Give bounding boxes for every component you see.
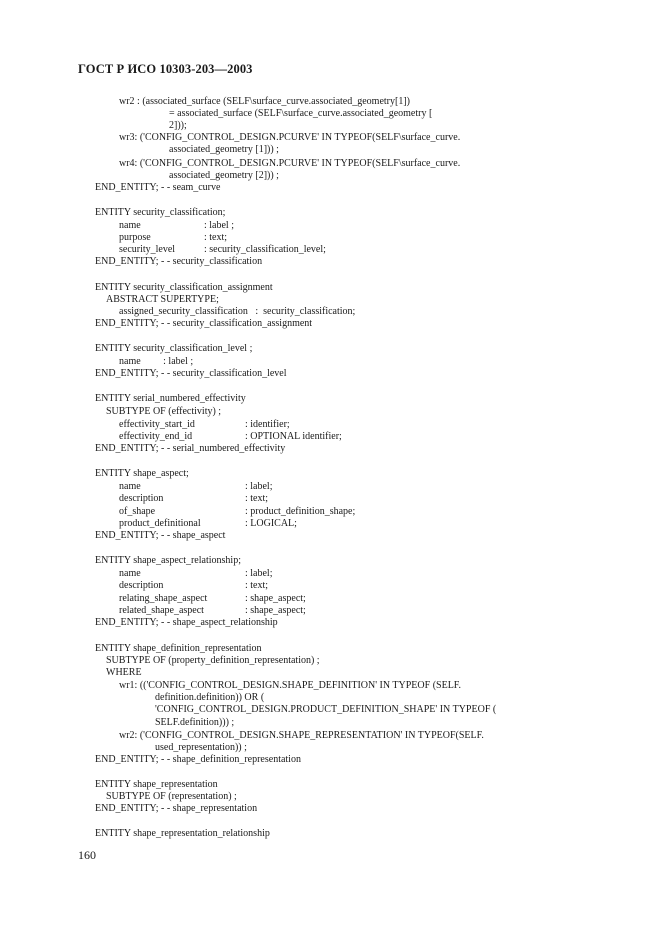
text-line: 2])); <box>169 120 187 131</box>
text-line: name <box>119 568 141 579</box>
text-line: = associated_surface (SELF\surface_curve.associated_geometry [ <box>169 108 433 119</box>
text-line: END_ENTITY; - - shape_representation <box>95 803 258 814</box>
text-line: END_ENTITY; - - shape_aspect_relationship <box>95 617 278 628</box>
text-line: used_representation)) ; <box>155 742 247 753</box>
text-line: WHERE <box>106 667 142 678</box>
text-line: ENTITY shape_aspect; <box>95 468 189 479</box>
text-line: : LOGICAL; <box>245 518 297 529</box>
text-line: relating_shape_aspect <box>119 593 208 604</box>
text-line: ENTITY shape_representation_relationship <box>95 828 270 839</box>
text-line: : product_definition_shape; <box>245 506 356 517</box>
text-line: ABSTRACT SUPERTYPE; <box>106 294 219 305</box>
text-line: : text; <box>245 580 269 591</box>
text-line: : security_classification_level; <box>204 244 326 255</box>
text-line: ENTITY shape_aspect_relationship; <box>95 555 241 566</box>
text-line: SUBTYPE OF (effectivity) ; <box>106 406 222 417</box>
text-line: name <box>119 220 141 231</box>
text-line: description <box>119 493 164 504</box>
text-line: of_shape <box>119 506 156 517</box>
text-line: : shape_aspect; <box>245 605 306 616</box>
text-line: name : label ; <box>119 356 194 367</box>
text-line: ENTITY shape_representation <box>95 779 218 790</box>
text-line: definition.definition)) OR ( <box>155 692 265 703</box>
text-line: wr1: (('CONFIG_CONTROL_DESIGN.SHAPE_DEFINITION' IN TYPEOF (SELF. <box>119 680 462 691</box>
text-line: wr4: ('CONFIG_CONTROL_DESIGN.PCURVE' IN TYPEOF(SELF\surface_curve. <box>119 158 461 169</box>
text-line: purpose <box>119 232 151 243</box>
text-line: name <box>119 481 141 492</box>
text-line: product_definitional <box>119 518 201 529</box>
page-header: ГОСТ Р ИСО 10303-203—2003 <box>78 62 253 76</box>
text-line: associated_geometry [2])) ; <box>169 170 279 181</box>
text-line: SELF.definition))) ; <box>155 717 235 728</box>
text-line: SUBTYPE OF (representation) ; <box>106 791 237 802</box>
text-line: : text; <box>245 493 269 504</box>
text-line: END_ENTITY; - - seam_curve <box>95 182 221 193</box>
text-line: END_ENTITY; - - serial_numbered_effectivity <box>95 443 286 454</box>
text-line: ENTITY security_classification_assignment <box>95 282 273 293</box>
page-number: 160 <box>78 848 96 862</box>
text-line: : OPTIONAL identifier; <box>245 431 342 442</box>
text-line: ENTITY security_classification; <box>95 207 226 218</box>
text-line: ENTITY serial_numbered_effectivity <box>95 393 246 404</box>
text-line: wr3: ('CONFIG_CONTROL_DESIGN.PCURVE' IN TYPEOF(SELF\surface_curve. <box>119 132 461 143</box>
text-line: END_ENTITY; - - security_classification_assignment <box>95 318 313 329</box>
text-line: ENTITY shape_definition_representation <box>95 643 262 654</box>
text-line: : label; <box>245 481 273 492</box>
text-line: END_ENTITY; - - security_classification <box>95 256 263 267</box>
text-line: : identifier; <box>245 419 290 430</box>
text-line: description <box>119 580 164 591</box>
text-line: effectivity_end_id <box>119 431 193 442</box>
text-line: wr2: ('CONFIG_CONTROL_DESIGN.SHAPE_REPRESENTATION' IN TYPEOF(SELF. <box>119 730 484 741</box>
text-line: : label; <box>245 568 273 579</box>
text-line: security_level <box>119 244 176 255</box>
text-line: END_ENTITY; - - shape_aspect <box>95 530 226 541</box>
text-line: associated_geometry [1])) ; <box>169 144 279 155</box>
text-line: 'CONFIG_CONTROL_DESIGN.PRODUCT_DEFINITION_SHAPE' IN TYPEOF ( <box>155 704 497 715</box>
text-line: ENTITY security_classification_level ; <box>95 343 253 354</box>
text-line: effectivity_start_id <box>119 419 195 430</box>
text-line: END_ENTITY; - - security_classification_level <box>95 368 287 379</box>
text-line: : label ; <box>204 220 234 231</box>
text-line: wr2 : (associated_surface (SELF\surface_curve.associated_geometry[1]) <box>119 96 410 107</box>
text-line: : text; <box>204 232 228 243</box>
text-line: SUBTYPE OF (property_definition_representation) ; <box>106 655 320 666</box>
text-line: assigned_security_classification : security_classification; <box>119 306 356 317</box>
text-line: related_shape_aspect <box>119 605 204 616</box>
text-line: : shape_aspect; <box>245 593 306 604</box>
text-line: END_ENTITY; - - shape_definition_representation <box>95 754 301 765</box>
